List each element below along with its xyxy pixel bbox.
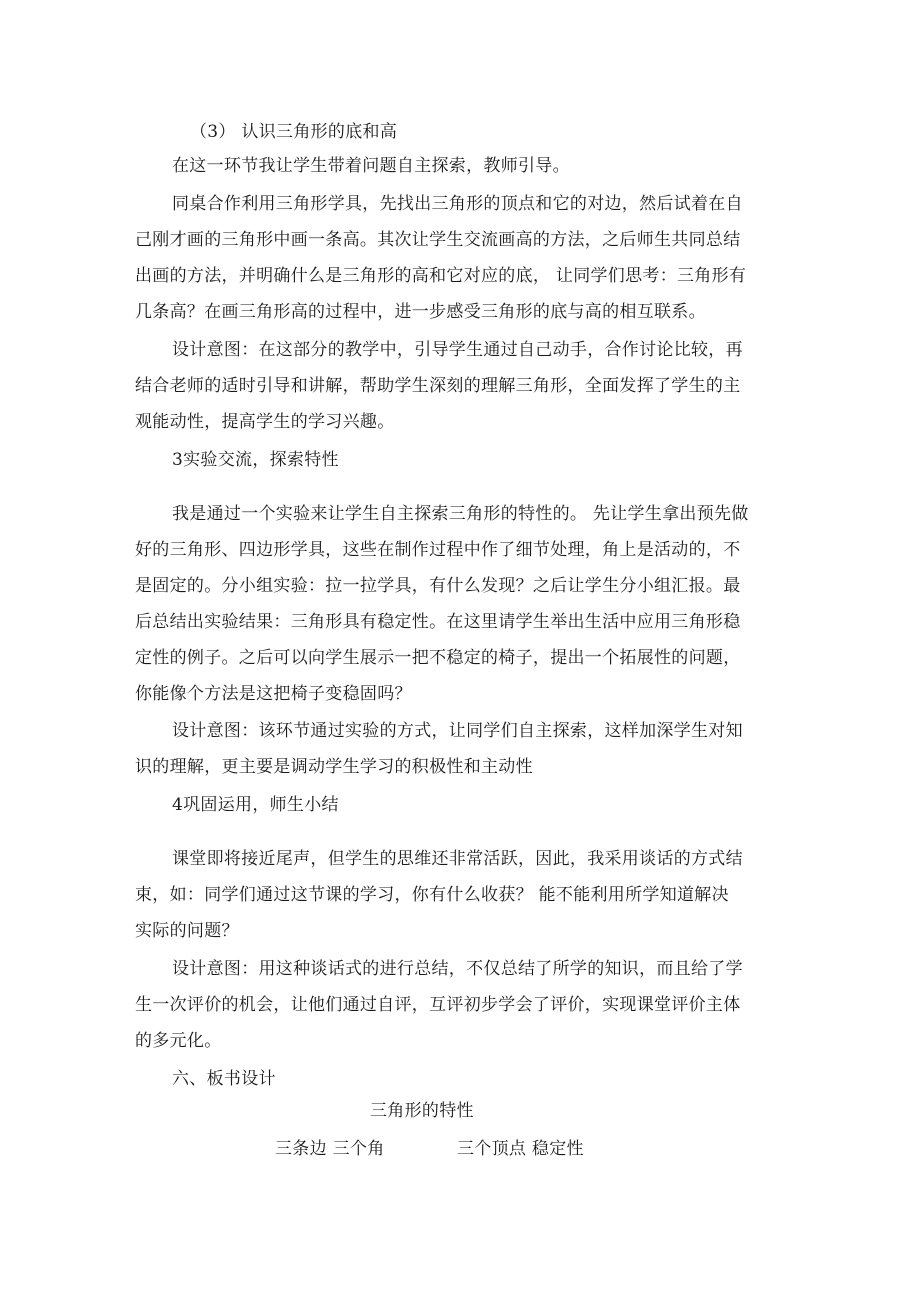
section3-para-line-3: 出画的方法，并明确什么是三角形的高和它对应的底， 让同学们思考：三角形有 xyxy=(135,266,747,286)
section3-design-line-2: 结合老师的适时引导和讲解，帮助学生深刻的理解三角形，全面发挥了学生的主 xyxy=(135,376,741,396)
consolidate-design-line-3: 的多元化。 xyxy=(135,1031,222,1051)
consolidate-design-line-2: 生一次评价的机会，让他们通过自评，互评初步学会了评价，实现课堂评价主体 xyxy=(135,995,741,1015)
experiment-heading: 3实验交流，探索特性 xyxy=(172,450,339,470)
experiment-para-line-3: 是固定的。分小组实验：拉一拉学具，有什么发现？之后让学生分小组汇报。最 xyxy=(135,576,741,596)
experiment-para-line-5: 定性的例子。之后可以向学生展示一把不稳定的椅子，提出一个拓展性的问题， xyxy=(135,648,741,668)
section3-para-line-4: 几条高？在画三角形高的过程中，进一步感受三角形的底与高的相互联系。 xyxy=(135,302,706,322)
experiment-para-line-4: 后总结出实验结果：三角形具有稳定性。在这里请学生举出生活中应用三角形稳 xyxy=(135,612,741,632)
consolidate-para-line-1: 课堂即将接近尾声，但学生的思维还非常活跃，因此，我采用谈话的方式结 xyxy=(172,849,743,869)
experiment-design-line-1: 设计意图：该环节通过实验的方式，让同学们自主探索，这样加深学生对知 xyxy=(172,721,743,741)
section3-design-line-1: 设计意图：在这部分的教学中，引导学生通过自己动手，合作讨论比较，再 xyxy=(172,340,743,360)
consolidate-para-line-3: 实际的问题？ xyxy=(135,921,239,941)
consolidate-para-line-2: 束，如：同学们通过这节课的学习，你有什么收获？ 能不能利用所学知道解决 xyxy=(135,885,729,905)
section3-para-line-1: 同桌合作利用三角形学具，先找出三角形的顶点和它的对边，然后试着在自 xyxy=(172,194,743,214)
experiment-para-line-6: 你能像个方法是这把椅子变稳固吗？ xyxy=(135,684,412,704)
section3-heading: （3） 认识三角形的底和高 xyxy=(190,122,398,142)
consolidate-design-line-1: 设计意图：用这种谈话式的进行总结，不仅总结了所学的知识，而且给了学 xyxy=(172,959,743,979)
board-design-heading: 六、板书设计 xyxy=(172,1069,276,1089)
experiment-design-line-2: 识的理解，更主要是调动学生学习的积极性和主动性 xyxy=(135,757,533,777)
board-right-items: 三个顶点 稳定性 xyxy=(457,1139,584,1159)
board-left-items: 三条边 三个角 xyxy=(275,1139,385,1159)
experiment-para-line-2: 好的三角形、四边形学具，这些在制作过程中作了细节处理，角上是活动的，不 xyxy=(135,540,741,560)
consolidate-heading: 4巩固运用，师生小结 xyxy=(172,795,339,815)
experiment-para-line-1: 我是通过一个实验来让学生自主探索三角形的特性的。 先让学生拿出预先做 xyxy=(172,504,749,524)
section3-intro: 在这一环节我让学生带着问题自主探索，教师引导。 xyxy=(172,156,570,176)
board-title: 三角形的特性 xyxy=(370,1101,474,1121)
section3-para-line-2: 己刚才画的三角形中画一条高。其次让学生交流画高的方法，之后师生共同总结 xyxy=(135,230,741,250)
section3-design-line-3: 观能动性，提高学生的学习兴趣。 xyxy=(135,412,395,432)
